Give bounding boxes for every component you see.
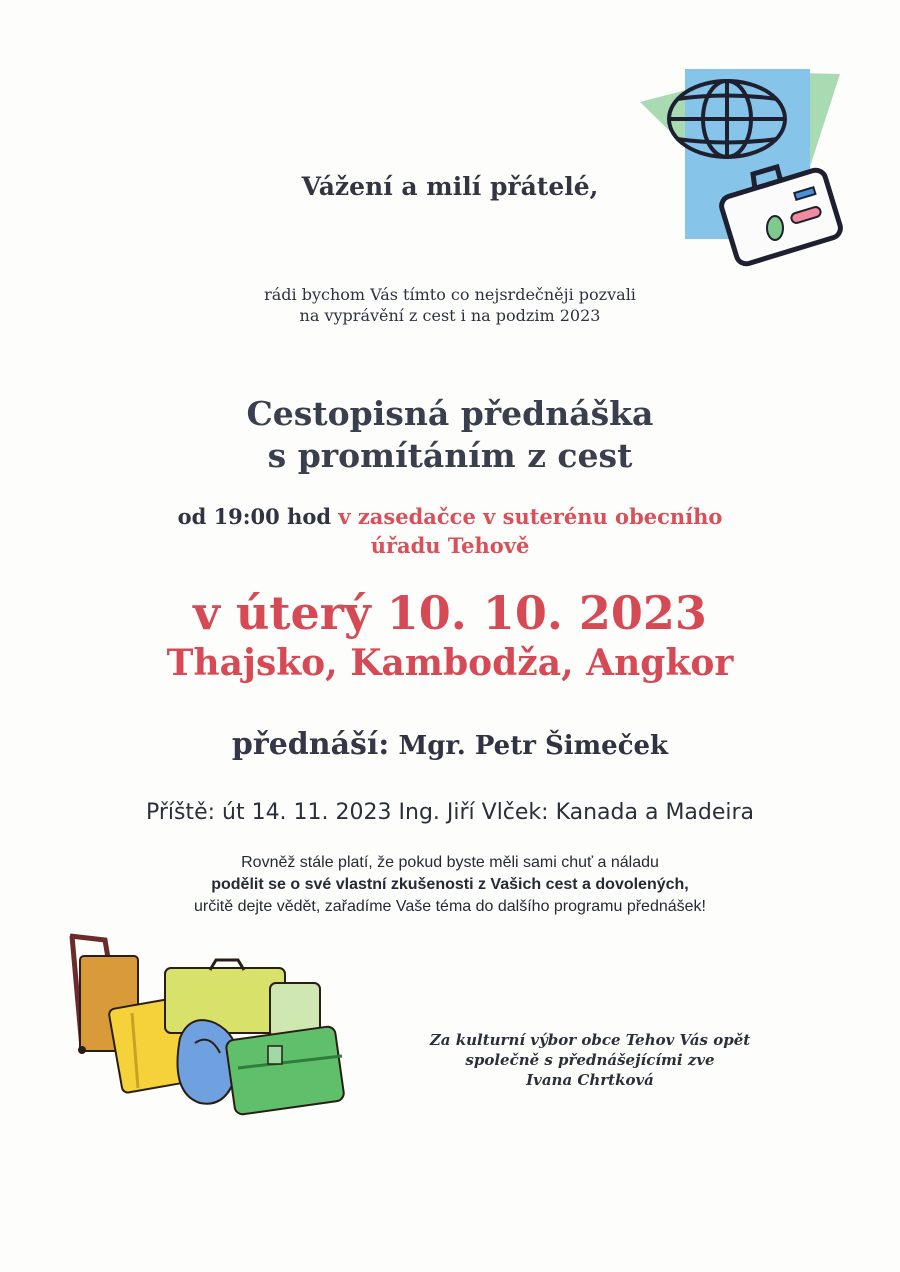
signature-name: Ivana Chrtková (526, 1071, 654, 1089)
venue-line-1 (100, 502, 800, 531)
note-line-3: určitě dejte vědět, zařadíme Vaše téma do dalšího programu přednášek! (194, 898, 706, 915)
event-title (150, 393, 750, 477)
lecturer-name: Mgr. Petr Šimeček (398, 731, 669, 761)
signature-line-1: Za kulturní výbor obce Tehov Vás opět (429, 1031, 751, 1049)
call-for-speakers (120, 852, 780, 918)
signature-block (400, 1030, 780, 1090)
invitation-line-2: na vyprávění z cest i na podzim 2023 (299, 306, 601, 325)
event-destinations: Thajsko, Kambodža, Angkor (166, 642, 734, 684)
greeting: Vážení a milí přátelé, (301, 172, 599, 201)
event-time: od 19:00 hod (177, 504, 332, 529)
trunk-green-icon (225, 1026, 344, 1116)
title-line-1: Cestopisná přednáška (246, 394, 654, 433)
note-line-1: Rovněž stále platí, že pokud byste měli sami chuť a náladu (241, 854, 659, 871)
venue-place: v zasedačce v suterénu obecního (338, 504, 723, 529)
invitation-text (200, 284, 700, 326)
venue-info (100, 502, 800, 560)
globe-suitcase-clipart (635, 64, 850, 269)
event-date: v úterý 10. 10. 2023 (193, 586, 707, 640)
globe-icon (669, 81, 785, 157)
next-event: Příště: út 14. 11. 2023 Ing. Jiří Vlček: Kanada a Madeira (145, 800, 755, 825)
title-line-2: s promítáním z cest (267, 436, 633, 475)
invitation-line-1: rádi bychom Vás tímto co nejsrdečněji pozvali (264, 285, 636, 304)
signature-line-2: společně s přednášejícími zve (465, 1051, 715, 1069)
venue-place-line-2: úřadu Tehově (370, 533, 530, 558)
luggage-pile-clipart (60, 928, 360, 1133)
lecturer (150, 727, 750, 762)
note-line-2: podělit se o své vlastní zkušenosti z Vašich cest a dovolených, (211, 876, 689, 893)
lecturer-label: přednáší: (231, 727, 390, 762)
